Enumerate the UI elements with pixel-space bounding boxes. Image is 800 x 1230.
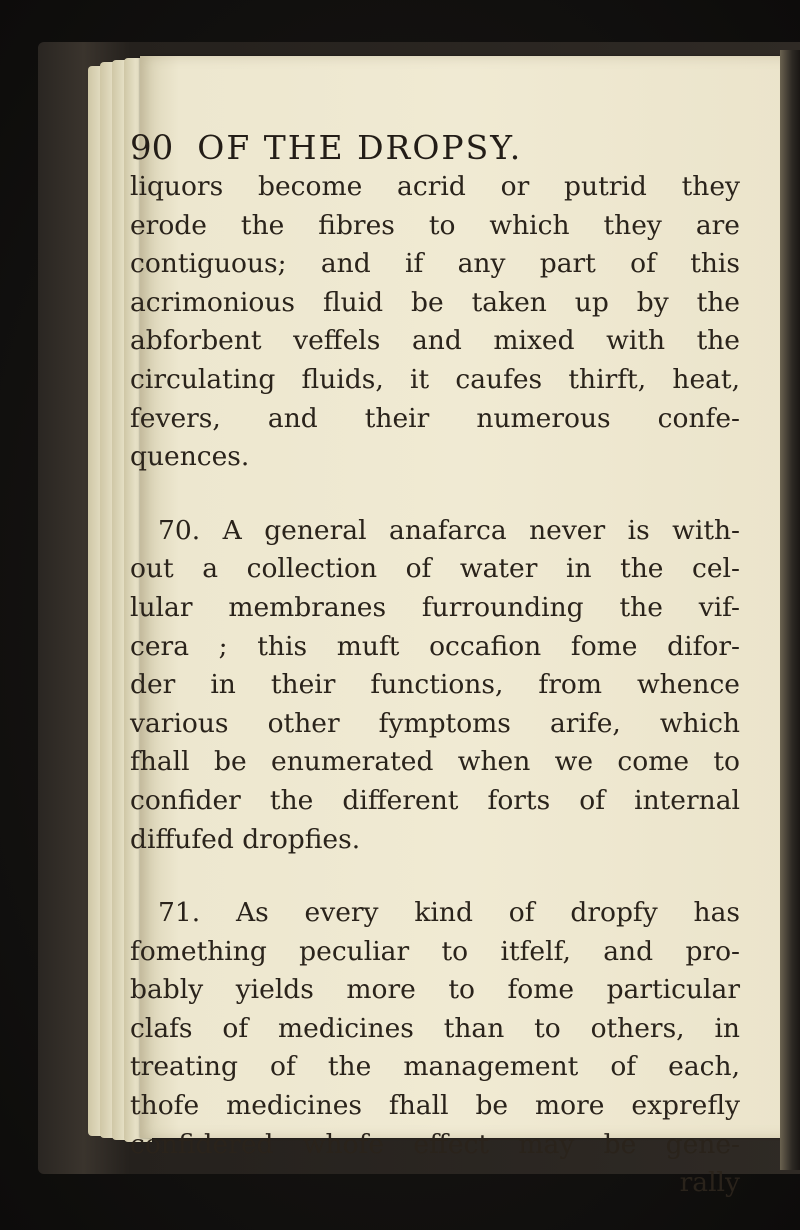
text-line: circulating fluids, it caufes thirft, heat, [130, 363, 740, 395]
text-line: der in their functions, from whence [130, 669, 740, 701]
body-text [130, 168, 740, 1203]
text-line: diffufed dropfies. [130, 823, 361, 855]
text-line: treating of the management of each, [130, 1051, 740, 1083]
page-header [130, 128, 690, 168]
text-line: various other fymptoms arife, which [130, 707, 740, 739]
text-line: clafs of medicines than to others, in [130, 1012, 740, 1044]
paragraph-gap [130, 859, 740, 894]
text-line: 70. A general anafarca never is with- [158, 514, 740, 546]
page-number: 90 [130, 128, 174, 168]
text-line: fevers, and their numerous confe- [130, 402, 740, 434]
text-line: bably yields more to fome particular [130, 974, 740, 1006]
text-line: liquors become acrid or putrid they [130, 171, 740, 202]
text-line: lular membranes furrounding the vif- [130, 591, 740, 623]
paragraph-gap [130, 477, 740, 512]
text-line: fhall be enumerated when we come to [130, 746, 740, 778]
text-line: out a collection of water in the cel- [130, 553, 740, 585]
text-line: abforbent veffels and mixed with the [130, 325, 740, 357]
text-line: acrimonious fluid be taken up by the [130, 286, 740, 318]
text-line: confidered whofe effect may be gene- [130, 1128, 740, 1160]
text-line: erode the fibres to which they are [130, 209, 740, 241]
text-line: thofe medicines fhall be more exprefly [130, 1090, 740, 1122]
running-title: OF THE DROPSY. [197, 128, 523, 167]
catchword: rally [679, 1167, 740, 1199]
book-binding [780, 50, 800, 1170]
text-line: cera ; this muft occafion fome difor- [130, 630, 740, 662]
text-line: confider the different forts of internal [130, 784, 740, 816]
text-line: fomething peculiar to itfelf, and pro- [130, 935, 740, 967]
text-line: 71. As every kind of dropfy has [158, 897, 740, 929]
text-line: contiguous; and if any part of this [130, 248, 740, 280]
text-line: quences. [130, 441, 250, 473]
